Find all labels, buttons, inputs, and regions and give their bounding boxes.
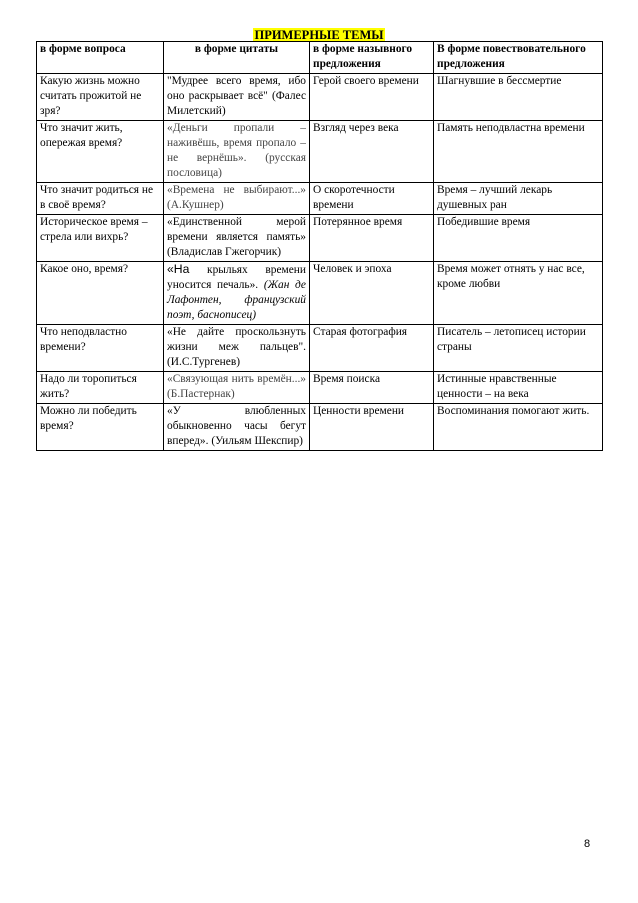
header-nominative: в форме назывного предложения [310, 42, 434, 74]
cell-nominative: Герой своего времени [310, 74, 434, 121]
header-question: в форме вопроса [37, 42, 164, 74]
quote-body: крыльях времени уносится печаль». [167, 264, 306, 291]
header-narrative: В форме повествовательного предложения [434, 42, 603, 74]
cell-quote: «Не дайте проскользнуть жизни меж пальцев". (И.С.Тургенев) [164, 325, 310, 372]
cell-nominative: Человек и эпоха [310, 262, 434, 325]
cell-narrative: Шагнувшие в бессмертие [434, 74, 603, 121]
table-row [37, 262, 603, 325]
table-row [37, 215, 603, 262]
table-header-row [37, 42, 603, 74]
cell-question: Можно ли победить время? [37, 404, 164, 451]
cell-question: Что неподвластно времени? [37, 325, 164, 372]
cell-nominative: Потерянное время [310, 215, 434, 262]
page-number: 8 [584, 838, 591, 850]
header-quote: в форме цитаты [164, 42, 310, 74]
cell-nominative: О скоротечности времени [310, 183, 434, 215]
cell-nominative: Взгляд через века [310, 121, 434, 183]
cell-quote: «Связующая нить времён...» (Б.Пастернак) [164, 372, 310, 404]
table-row [37, 372, 603, 404]
cell-question: Какое оно, время? [37, 262, 164, 325]
cell-narrative: Время – лучший лекарь душевных ран [434, 183, 603, 215]
quote-lead: «На [167, 262, 190, 276]
cell-question: Что значит родиться не в своё время? [37, 183, 164, 215]
cell-question: Надо ли торопиться жить? [37, 372, 164, 404]
cell-narrative: Память неподвластна времени [434, 121, 603, 183]
cell-question: Какую жизнь можно считать прожитой не зря? [37, 74, 164, 121]
cell-quote: "Мудрее всего время, ибо оно раскрывает всё" (Фалес Милетский) [164, 74, 310, 121]
cell-question: Историческое время – стрела или вихрь? [37, 215, 164, 262]
cell-quote: «У влюбленных обыкновенно часы бегут вперед». (Уильям Шекспир) [164, 404, 310, 451]
cell-narrative: Победившие время [434, 215, 603, 262]
cell-question: Что значит жить, опережая время? [37, 121, 164, 183]
cell-narrative: Время может отнять у нас все, кроме любви [434, 262, 603, 325]
cell-nominative: Старая фотография [310, 325, 434, 372]
cell-narrative: Истинные нравственные ценности – на века [434, 372, 603, 404]
table-row [37, 121, 603, 183]
table-row [37, 404, 603, 451]
table-row [37, 183, 603, 215]
quote-author: (Жан де Лафонтен, французский поэт, баснописец) [167, 279, 306, 321]
cell-narrative: Воспоминания помогают жить. [434, 404, 603, 451]
cell-quote: «Деньги пропали – наживёшь, время пропало – не вернёшь». (русская пословица) [164, 121, 310, 183]
cell-nominative: Ценности времени [310, 404, 434, 451]
table-row [37, 74, 603, 121]
cell-quote [164, 262, 310, 325]
cell-narrative: Писатель – летописец истории страны [434, 325, 603, 372]
cell-nominative: Время поиска [310, 372, 434, 404]
table-row [37, 325, 603, 372]
cell-quote: «Единственной мерой времени является память» (Владислав Гжегорчик) [164, 215, 310, 262]
title-text: ПРИМЕРНЫЕ ТЕМЫ [254, 28, 384, 42]
cell-quote: «Времена не выбирают...» (А.Кушнер) [164, 183, 310, 215]
themes-table [36, 41, 603, 451]
